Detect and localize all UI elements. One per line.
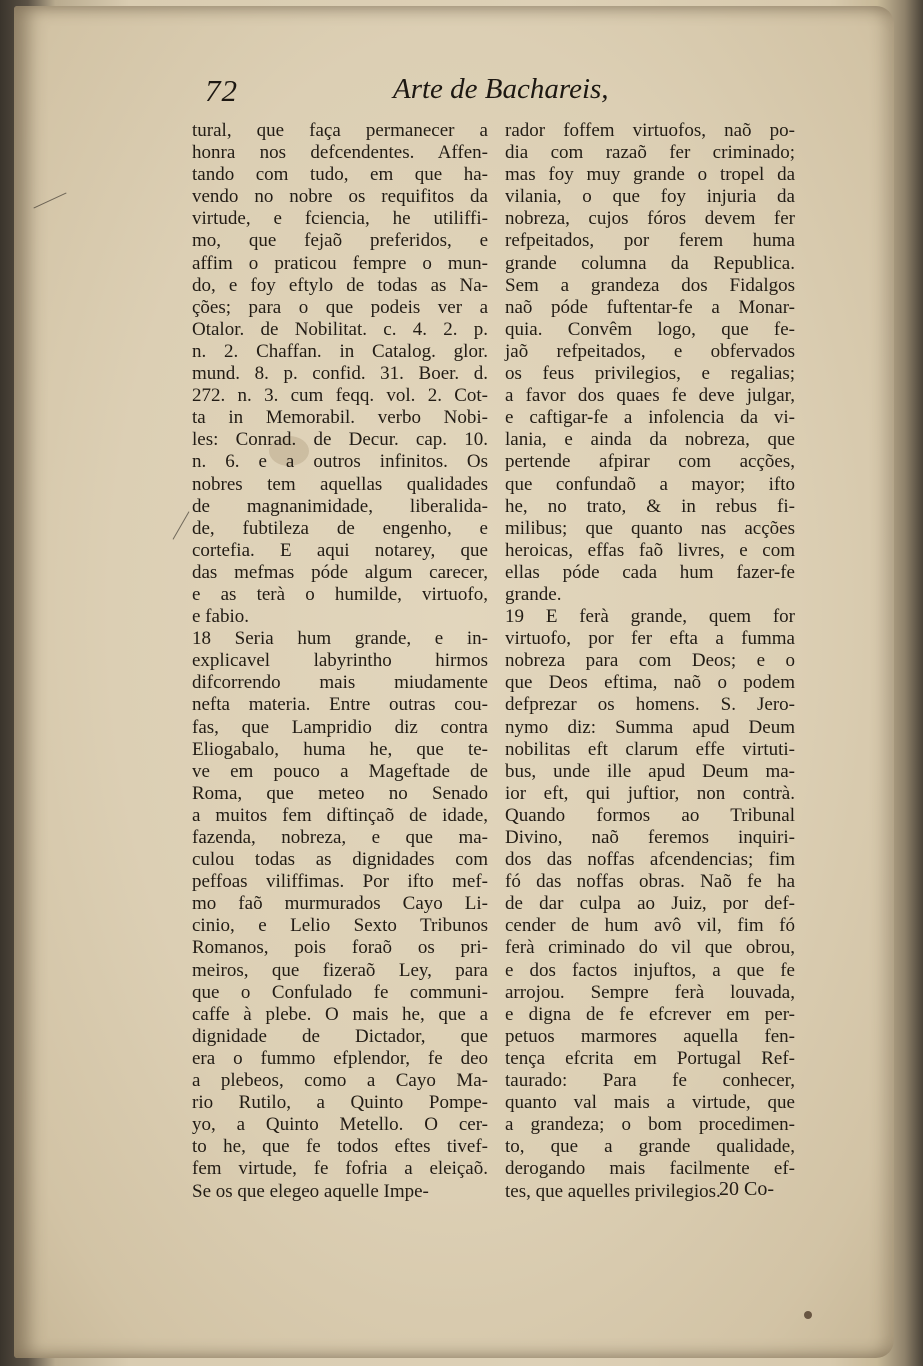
text-line: Quando formos ao Tribunal (505, 804, 795, 826)
text-line: nymo diz: Summa apud Deum (505, 716, 795, 738)
text-line: do, e foy eftylo de todas as Na- (192, 274, 488, 296)
text-line: 19 E ferà grande, quem for (505, 606, 795, 628)
text-line: fas, que Lampridio diz contra (192, 716, 488, 738)
page-header (205, 73, 625, 117)
text-line: a plebeos, como a Cayo Ma- (192, 1070, 488, 1092)
text-line: tes, que aquelles privilegios. (505, 1180, 721, 1202)
text-line: ellas póde cada hum fazer-fe (505, 561, 795, 583)
text-line: e fabio. (192, 606, 249, 628)
text-line: heroicas, effas faõ livres, e com (505, 539, 795, 561)
text-line: jaõ refpeitados, e obfervados (505, 340, 795, 362)
text-line: cortefia. E aqui notarey, que (192, 539, 488, 561)
text-line: mund. 8. p. confid. 31. Boer. d. (192, 363, 488, 385)
text-line: vilania, o que foy injuria da (505, 186, 795, 208)
text-line: ve em pouco a Mageftade de (192, 760, 488, 782)
text-line: e dos factos injuftos, a que fe (505, 959, 795, 981)
text-line: os feus privilegios, e regalias; (505, 363, 795, 385)
text-line: das mefmas póde algum carecer, (192, 561, 488, 583)
text-line: n. 2. Chaffan. in Catalog. glor. (192, 340, 488, 362)
text-line: que confundaõ a mayor; ifto (505, 473, 795, 495)
text-line: tural, que faça permanecer a (192, 120, 488, 141)
text-line: explicavel labyrintho hirmos (192, 650, 488, 672)
text-line: a grandeza; o bom procedimen- (505, 1114, 795, 1136)
catchword: 20 Co- (719, 1178, 774, 1200)
text-line: difcorrendo mais miudamente (192, 672, 488, 694)
text-line: 18 Seria hum grande, e in- (192, 628, 488, 650)
text-line: dos das noffas afcendencias; fim (505, 849, 795, 871)
text-line: que o Confulado fe communi- (192, 981, 488, 1003)
text-line: que Deos eftima, naõ o podem (505, 672, 795, 694)
text-line: e digna de fe efcrever em per- (505, 1003, 795, 1025)
text-line: ções; para o que podeis ver a (192, 296, 488, 318)
text-line: meiros, que fizeraõ Ley, para (192, 959, 488, 981)
foxing-stain (804, 1311, 812, 1319)
text-line: arrojou. Sempre ferà louvada, (505, 981, 795, 1003)
text-line: tando com tudo, em que ha- (192, 164, 488, 186)
text-line: refpeitados, por ferem huma (505, 230, 795, 252)
text-line: ior eft, qui juftior, non contrà. (505, 782, 795, 804)
text-line: mas foy muy grande o tropel da (505, 164, 795, 186)
text-line: cender de hum avô vil, fim fó (505, 915, 795, 937)
text-line: rio Rutilo, a Quinto Pompe- (192, 1092, 488, 1114)
text-line: tença efcrita em Portugal Ref- (505, 1047, 795, 1069)
text-line: e caftigar-fe a infolencia da vi- (505, 407, 795, 429)
text-line: grande. (505, 583, 562, 605)
text-line: lania, e ainda da nobreza, que (505, 429, 795, 451)
text-line: yo, a Quinto Metello. O cer- (192, 1114, 488, 1136)
text-line: ta in Memorabil. verbo Nobi- (192, 407, 488, 429)
text-line: vendo no nobre os requifitos da (192, 186, 488, 208)
text-line: Divino, naõ feremos inquiri- (505, 827, 795, 848)
text-line: grande columna da Republica. (505, 252, 795, 274)
text-line: honra nos defcendentes. Affen- (192, 142, 488, 164)
text-line: Otalor. de Nobilitat. c. 4. 2. p. (192, 318, 488, 340)
text-line: a muitos fem diftinçaõ de idade, (192, 804, 488, 826)
running-title: Arte de Bachareis, (393, 73, 609, 105)
text-line: les: Conrad. de Decur. cap. 10. (192, 429, 488, 451)
text-line: virtuofo, por fer efta a fumma (505, 628, 795, 650)
left-column (192, 120, 488, 1203)
right-column (505, 120, 795, 1203)
text-line: to he, que fe todos eftes tivef- (192, 1136, 488, 1158)
text-line: 272. n. 3. cum feqq. vol. 2. Cot- (192, 385, 488, 407)
text-line: virtude, e fciencia, he utiliffi- (192, 208, 488, 230)
text-line: fó das noffas obras. Naõ fe ha (505, 871, 795, 893)
text-line: de, fubtileza de engenho, e (192, 517, 488, 539)
text-line: mo, que fejaõ preferidos, e (192, 230, 488, 252)
text-line: fazenda, nobreza, e que ma- (192, 827, 488, 848)
text-line: quia. Convêm logo, que fe- (505, 318, 795, 340)
text-line: era o fummo efplendor, fe deo (192, 1047, 488, 1069)
text-line: peffoas viliffimas. Por ifto mef- (192, 871, 488, 893)
text-line: Eliogabalo, huma he, que te- (192, 738, 488, 760)
text-line: mo faõ murmurados Cayo Li- (192, 893, 488, 915)
text-line: de dar culpa ao Juiz, por def- (505, 893, 795, 915)
text-line: Se os que elegeo aquelle Impe- (192, 1180, 429, 1202)
text-line: milibus; que quanto nas acções (505, 517, 795, 539)
text-line: culou todas as dignidades com (192, 849, 488, 871)
text-line: nobreza para com Deos; e o (505, 650, 795, 672)
text-line: to, que a grande qualidade, (505, 1136, 795, 1158)
text-line: pertende afpirar com acções, (505, 451, 795, 473)
text-line: Roma, que meteo no Senado (192, 782, 488, 804)
text-line: e as terà o humilde, virtuofo, (192, 583, 488, 605)
text-line: bus, unde ille apud Deum ma- (505, 760, 795, 782)
text-line: rador foffem virtuofos, naõ po- (505, 120, 795, 141)
text-line: n. 6. e a outros infinitos. Os (192, 451, 488, 473)
text-line: de magnanimidade, liberalida- (192, 495, 488, 517)
text-line: ferà criminado do vil que obrou, (505, 937, 795, 959)
text-line: defprezar os homens. S. Jero- (505, 694, 795, 716)
text-line: nobres tem aquellas qualidades (192, 473, 488, 495)
text-line: naõ póde fuftentar-fe a Monar- (505, 296, 795, 318)
text-line: affim o praticou fempre o mun- (192, 252, 488, 274)
text-line: dignidade de Dictador, que (192, 1025, 488, 1047)
text-line: cinio, e Lelio Sexto Tribunos (192, 915, 488, 937)
text-line: dia com razaõ fer criminado; (505, 142, 795, 164)
text-line: taurado: Para fe conhecer, (505, 1070, 795, 1092)
text-line: petuos marmores aquella fen- (505, 1025, 795, 1047)
text-line: nobilitas eft clarum effe virtuti- (505, 738, 795, 760)
text-line: Sem a grandeza dos Fidalgos (505, 274, 795, 296)
text-line: he, no trato, & in rebus fi- (505, 495, 795, 517)
page-number: 72 (205, 73, 238, 108)
text-line: a favor dos quaes fe deve julgar, (505, 385, 795, 407)
text-line: quanto val mais a virtude, que (505, 1092, 795, 1114)
text-line: fem virtude, fe fofria a eleiçaõ. (192, 1158, 488, 1180)
text-line: nefta materia. Entre outras cou- (192, 694, 488, 716)
text-line: derogando mais facilmente ef- (505, 1158, 795, 1180)
text-line: nobreza, cujos fóros devem fer (505, 208, 795, 230)
text-line: caffe à plebe. O mais he, que a (192, 1003, 488, 1025)
text-line: Romanos, pois foraõ os pri- (192, 937, 488, 959)
